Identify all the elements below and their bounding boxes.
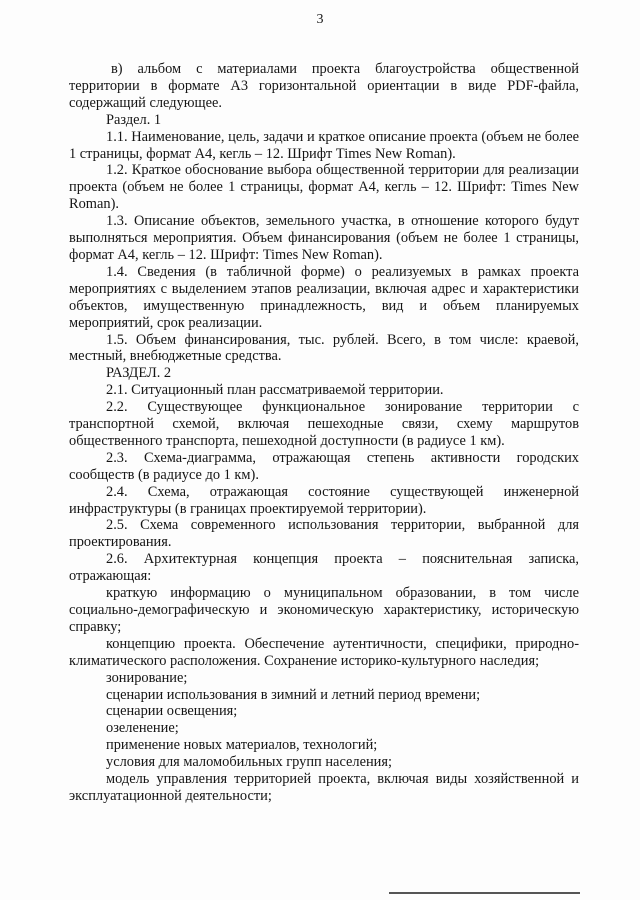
- paragraph: 2.6. Архитектурная концепция проекта – пояснительная записка, отражающая:: [69, 551, 579, 585]
- paragraph: 2.4. Схема, отражающая состояние существующей инженерной инфраструктуры (в границах проектируемой территории).: [69, 483, 579, 517]
- paragraph: 2.1. Ситуационный план рассматриваемой территории.: [106, 382, 444, 399]
- paragraph: РАЗДЕЛ. 2: [106, 365, 172, 382]
- paragraph: 1.1. Наименование, цель, задачи и краткое описание проекта (объем не более 1 страницы, формат А4, кегль – 12. Шрифт Times New Roman).: [69, 128, 579, 162]
- paragraph: концепцию проекта. Обеспечение аутентичности, специфики, природно-климатического расположения. Сохранение историко-культурного наследия;: [69, 635, 579, 669]
- paragraph: модель управления территорией проекта, включая виды хозяйственной и эксплуатационной деятельности;: [69, 771, 579, 804]
- paragraph: озеленение;: [106, 720, 179, 737]
- paragraph: сценарии использования в зимний и летний период времени;: [106, 686, 481, 703]
- paragraph: 1.2. Краткое обоснование выбора общественной территории для реализации проекта (объем не более 1 страницы, формат А4, кегль – 12. Шрифт: Times New Roman).: [69, 162, 579, 213]
- paragraph: 2.2. Существующее функциональное зонирование территории с транспортной схемой, включая пешеходные связи, схему маршрутов общественного транспорта, пешеходной доступности (в радиусе 1 км).: [69, 399, 579, 449]
- paragraph: 2.3. Схема-диаграмма, отражающая степень активности городских сообществ (в радиусе до 1 км).: [69, 449, 579, 483]
- paragraph: сценарии освещения;: [106, 703, 238, 720]
- paragraph: применение новых материалов, технологий;: [106, 737, 378, 754]
- paragraph: 1.3. Описание объектов, земельного участка, в отношение которого будут выполняться мероприятия. Объем финансирования (объем не более 1 страницы, формат А4, кегль – 12. Шрифт: Times New Roman).: [69, 213, 579, 263]
- paragraph: Раздел. 1: [106, 111, 162, 128]
- paragraph: 1.4. Сведения (в табличной форме) о реализуемых в рамках проекта мероприятиях с выделением этапов реализации, включая адрес и характеристики объектов, имущественную принадлежность, вид и объем планируемых мероприятий, срок реализации.: [69, 263, 579, 331]
- paragraph: зонирование;: [106, 669, 188, 686]
- paragraph: 2.5. Схема современного использования территории, выбранной для проектирования.: [69, 517, 579, 551]
- page-number: 3: [316, 12, 324, 27]
- paragraph: в) альбом с материалами проекта благоустройства общественной территории в формате А3 горизонтальной ориентации в виде PDF-файла, содержащий следующее.: [69, 61, 579, 111]
- paragraph: краткую информацию о муниципальном образовании, в том числе социально-демографическую и экономическую характеристику, историческую справку;: [69, 585, 579, 635]
- paragraph: 1.5. Объем финансирования, тыс. рублей. Всего, в том числе: краевой, местный, внебюджетные средства.: [69, 331, 579, 365]
- bottom-rule: [389, 892, 580, 894]
- paragraph: условия для маломобильных групп населения;: [106, 754, 392, 771]
- document-body: [69, 61, 579, 805]
